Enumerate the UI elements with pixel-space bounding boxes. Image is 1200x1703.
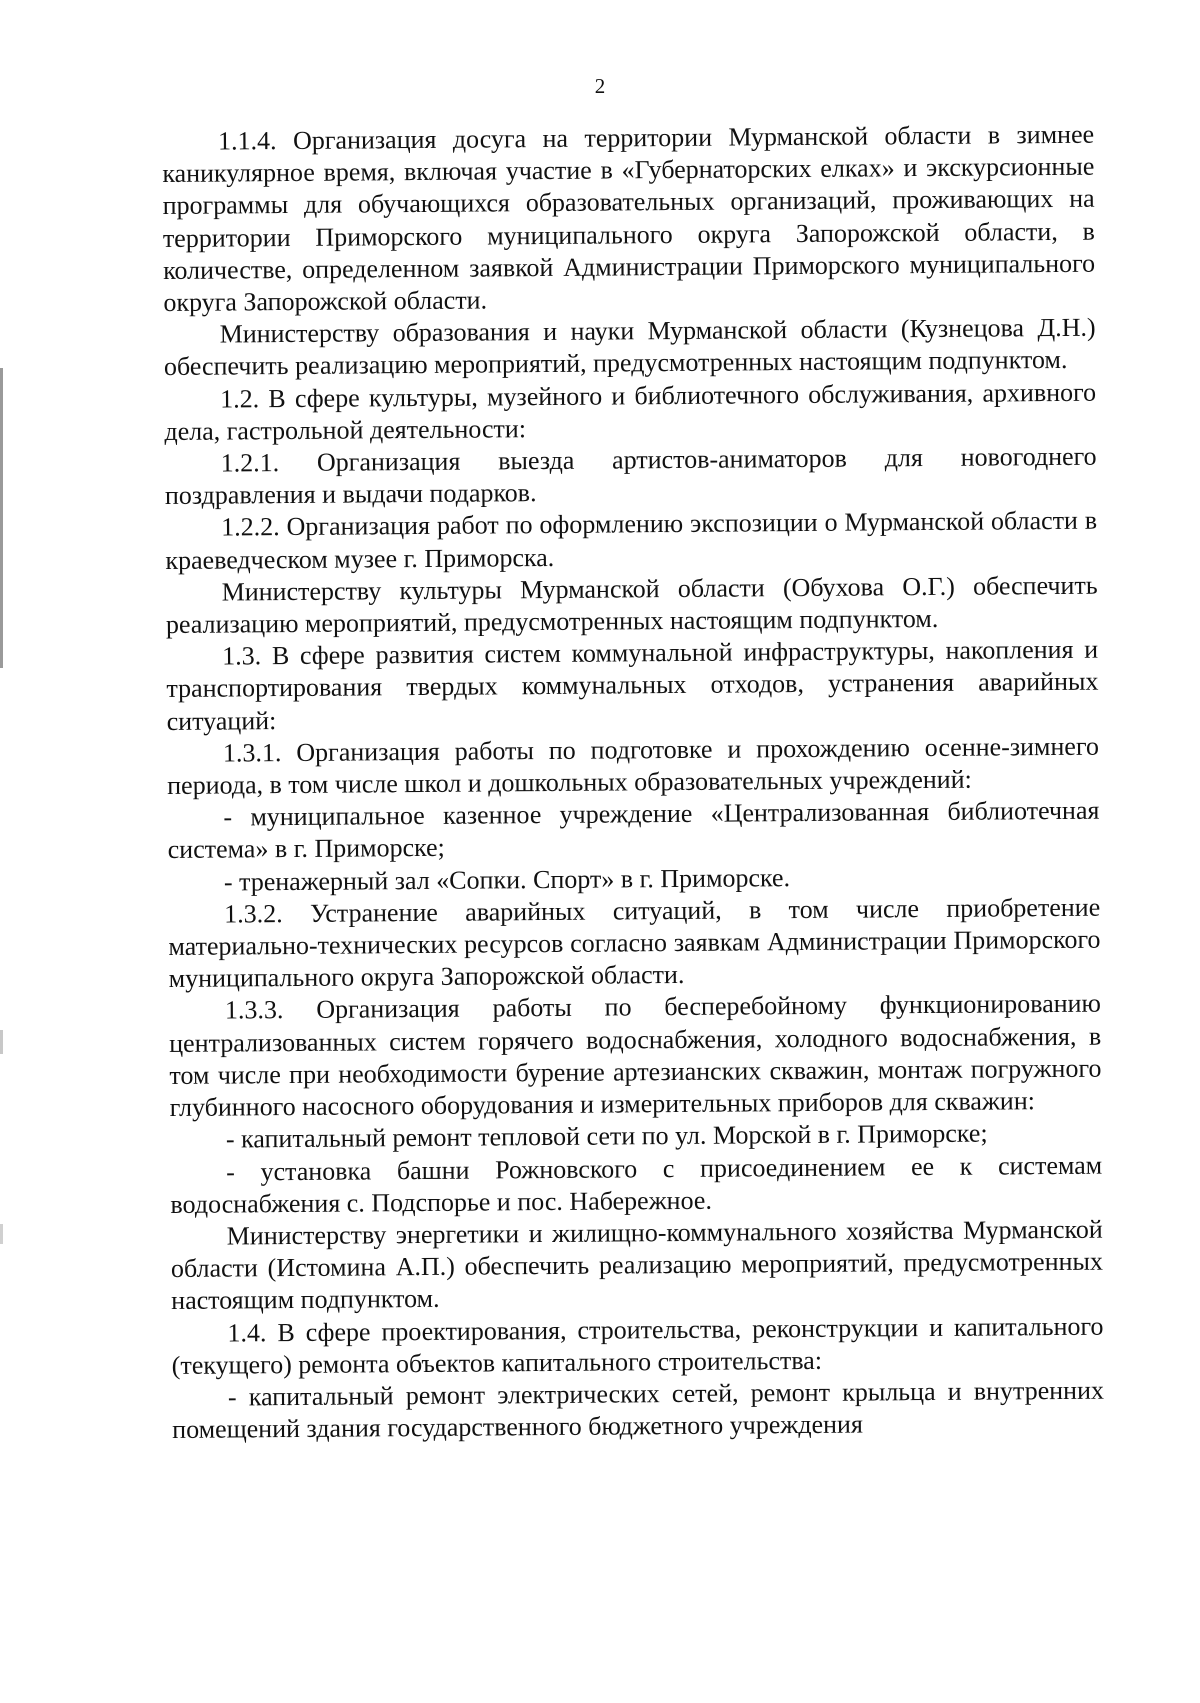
paragraph-ministry-education: Министерству образования и науки Мурманской области (Кузнецова Д.Н.) обеспечить реализацию мероприятий, предусмотренных настоящим подпунктом. xyxy=(163,312,1096,382)
list-item: - муниципальное казенное учреждение «Централизованная библиотечная система» в г. Приморске; xyxy=(167,795,1100,865)
paragraph-1-4: 1.4. В сфере проектирования, строительства, реконструкции и капитального (текущего) ремонта объектов капитального строительства: xyxy=(171,1311,1104,1380)
list-item: - капитальный ремонт электрических сетей, ремонт крыльца и внутренних помещений здания государственного бюджетного учреждения xyxy=(172,1375,1105,1445)
list-item: - тренажерный зал «Сопки. Спорт» в г. Приморске. xyxy=(223,862,791,897)
document-body xyxy=(162,119,1104,1447)
paragraph-1-3-3: 1.3.3. Организация работы по бесперебойному функционированию централизованных систем горячего водоснабжения, холодного водоснабжения, в том числе при необходимости бурение артезианских скважин, монтаж погружного глубинного насосного оборудования и измерительных приборов для скважин: xyxy=(169,989,1102,1123)
scan-margin-mark xyxy=(0,368,3,668)
paragraph-1-1-4: 1.1.4. Организация досуга на территории Мурманской области в зимнее каникулярное время, включая участие в «Губернаторских елках» и экскурсионные программы для обучающихся образовательных организаций, проживающих на территории Приморского муниципального округа Запорожской области, в количестве, определенном заявкой Администрации Приморского муниципального округа Запорожской области. xyxy=(162,119,1096,318)
paragraph-ministry-energy: Министерству энергетики и жилищно-коммунального хозяйства Мурманской области (Истомина А.П.) обеспечить реализацию мероприятий, предусмотренных настоящим подпунктом. xyxy=(170,1214,1104,1316)
paragraph-1-3-2: 1.3.2. Устранение аварийных ситуаций, в том числе приобретение материально-технических ресурсов согласно заявкам Администрации Приморского муниципального округа Запорожской области. xyxy=(168,892,1101,994)
paragraph-1-2: 1.2. В сфере культуры, музейного и библиотечного обслуживания, архивного дела, гастрольной деятельности: xyxy=(164,377,1097,446)
list-item: - капитальный ремонт тепловой сети по ул. Морской в г. Приморске; xyxy=(225,1118,988,1154)
scan-margin-mark xyxy=(0,1224,3,1244)
scan-margin-mark xyxy=(0,1030,3,1054)
paragraph-1-2-2: 1.2.2. Организация работ по оформлению экспозиции о Мурманской области в краеведческом музее г. Приморска. xyxy=(165,506,1098,575)
paragraph-1-3: 1.3. В сфере развития систем коммунальной инфраструктуры, накопления и транспортирования твердых коммунальных отходов, устранения аварийных ситуаций: xyxy=(166,634,1099,736)
page-number: 2 xyxy=(594,74,606,98)
list-item: - установка башни Рожновского с присоединением ее к системам водоснабжения с. Подспорье и пос. Набережное. xyxy=(170,1150,1103,1219)
paragraph-1-3-1: 1.3.1. Организация работы по подготовке и прохождению осенне-зимнего периода, в том числе школ и дошкольных образовательных учреждений: xyxy=(167,731,1100,801)
paragraph-1-2-1: 1.2.1. Организация выезда артистов-аниматоров для новогоднего поздравления и выдачи подарков. xyxy=(164,441,1097,511)
paragraph-ministry-culture: Министерству культуры Мурманской области (Обухова О.Г.) обеспечить реализацию мероприятий, предусмотренных настоящим подпунктом. xyxy=(165,570,1098,640)
